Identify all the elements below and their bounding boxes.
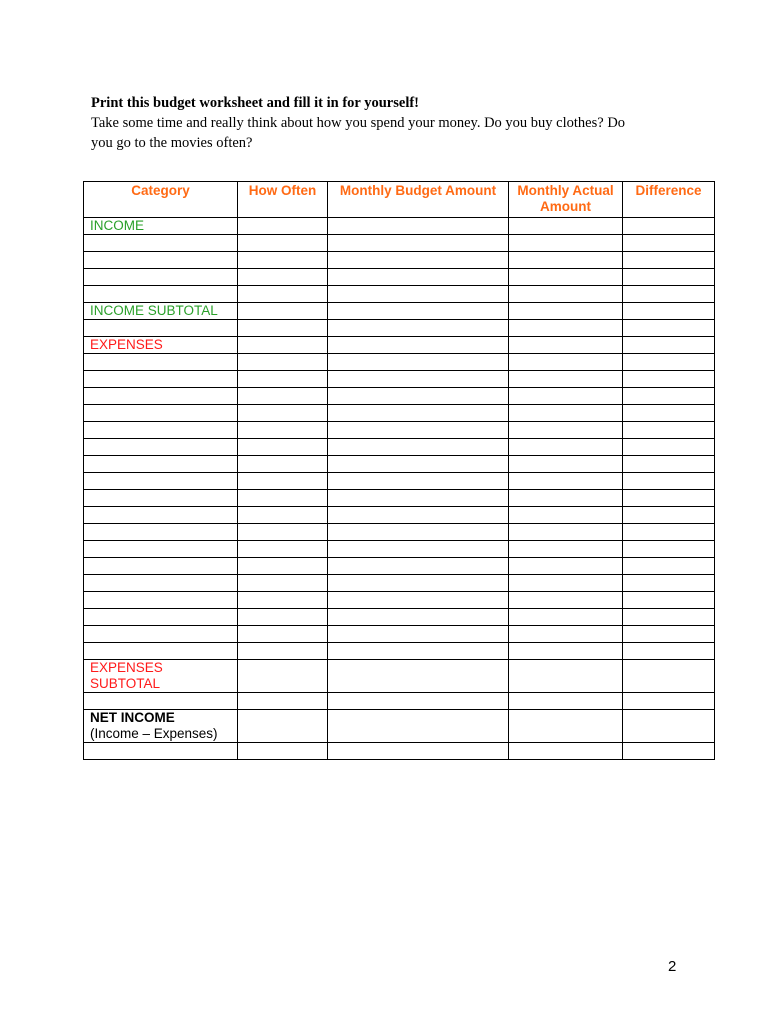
income-subtotal-row: [84, 303, 715, 320]
table-row: [84, 252, 715, 269]
cell[interactable]: [623, 235, 715, 252]
cell[interactable]: [509, 575, 623, 592]
cell[interactable]: [238, 388, 328, 405]
cell[interactable]: [84, 252, 238, 269]
cell[interactable]: [328, 354, 509, 371]
income-subtotal-label: INCOME SUBTOTAL: [84, 303, 238, 320]
cell[interactable]: [509, 354, 623, 371]
cell[interactable]: [328, 592, 509, 609]
cell[interactable]: [238, 439, 328, 456]
table-row: [84, 354, 715, 371]
cell[interactable]: [328, 303, 509, 320]
cell[interactable]: [84, 524, 238, 541]
cell[interactable]: [238, 269, 328, 286]
cell[interactable]: [623, 337, 715, 354]
cell[interactable]: [623, 371, 715, 388]
cell[interactable]: [238, 710, 328, 743]
cell[interactable]: [328, 743, 509, 760]
budget-table: [83, 181, 715, 760]
cell[interactable]: [623, 405, 715, 422]
net-income-row: [84, 710, 715, 743]
expenses-label: EXPENSES: [84, 337, 238, 354]
cell[interactable]: [328, 422, 509, 439]
cell[interactable]: [623, 575, 715, 592]
cell[interactable]: [509, 371, 623, 388]
table-row: [84, 490, 715, 507]
table-row: [84, 626, 715, 643]
expenses-subtotal-label: [84, 660, 238, 693]
cell[interactable]: [238, 371, 328, 388]
header-monthly-actual: Monthly Actual Amount: [509, 182, 623, 218]
table-row: [84, 456, 715, 473]
cell[interactable]: [328, 371, 509, 388]
cell[interactable]: [238, 660, 328, 693]
cell[interactable]: [238, 558, 328, 575]
cell[interactable]: [623, 303, 715, 320]
cell[interactable]: [328, 337, 509, 354]
table-row: [84, 558, 715, 575]
cell[interactable]: [84, 422, 238, 439]
cell[interactable]: [623, 388, 715, 405]
cell[interactable]: [623, 286, 715, 303]
table-row: [84, 269, 715, 286]
cell[interactable]: [509, 660, 623, 693]
cell[interactable]: [238, 252, 328, 269]
cell[interactable]: [84, 388, 238, 405]
table-row: [84, 235, 715, 252]
table-row: [84, 592, 715, 609]
cell[interactable]: [509, 456, 623, 473]
cell[interactable]: [84, 626, 238, 643]
cell[interactable]: [238, 575, 328, 592]
header-monthly-budget: Monthly Budget Amount: [328, 182, 509, 218]
table-row: [84, 388, 715, 405]
cell[interactable]: [623, 269, 715, 286]
cell[interactable]: [623, 507, 715, 524]
cell[interactable]: [328, 660, 509, 693]
cell[interactable]: [238, 524, 328, 541]
table-row: [84, 541, 715, 558]
cell[interactable]: [509, 337, 623, 354]
table-row: [84, 575, 715, 592]
cell[interactable]: [84, 490, 238, 507]
table-row: [84, 609, 715, 626]
cell[interactable]: [84, 320, 238, 337]
cell[interactable]: [84, 575, 238, 592]
cell[interactable]: [509, 422, 623, 439]
cell[interactable]: [238, 643, 328, 660]
cell[interactable]: [84, 743, 238, 760]
cell[interactable]: [623, 320, 715, 337]
cell[interactable]: [328, 693, 509, 710]
cell[interactable]: [509, 643, 623, 660]
cell[interactable]: [623, 693, 715, 710]
cell[interactable]: [623, 218, 715, 235]
cell[interactable]: [623, 609, 715, 626]
cell[interactable]: [328, 558, 509, 575]
cell[interactable]: [623, 710, 715, 743]
intro-line-1: Take some time and really think about how you spend your money. Do you buy clothes? Do: [91, 115, 626, 131]
cell[interactable]: [238, 507, 328, 524]
cell[interactable]: [328, 643, 509, 660]
cell[interactable]: [84, 354, 238, 371]
table-row: [84, 524, 715, 541]
cell[interactable]: [84, 592, 238, 609]
cell[interactable]: [84, 235, 238, 252]
table-row: [84, 743, 715, 760]
cell[interactable]: [509, 218, 623, 235]
expenses-label-row: [84, 337, 715, 354]
cell[interactable]: [328, 388, 509, 405]
cell[interactable]: [509, 507, 623, 524]
cell[interactable]: [623, 422, 715, 439]
cell[interactable]: [509, 626, 623, 643]
cell[interactable]: [509, 473, 623, 490]
cell[interactable]: [509, 439, 623, 456]
cell[interactable]: [509, 693, 623, 710]
cell[interactable]: [238, 743, 328, 760]
cell[interactable]: [509, 286, 623, 303]
cell[interactable]: [328, 456, 509, 473]
cell[interactable]: [623, 490, 715, 507]
cell[interactable]: [84, 405, 238, 422]
table-row: [84, 643, 715, 660]
cell[interactable]: [328, 609, 509, 626]
table-row: [84, 473, 715, 490]
cell[interactable]: [84, 643, 238, 660]
cell[interactable]: [623, 592, 715, 609]
cell[interactable]: [623, 541, 715, 558]
intro-text: [91, 93, 691, 153]
table-row: [84, 371, 715, 388]
cell[interactable]: [328, 320, 509, 337]
header-row: [84, 182, 715, 218]
cell[interactable]: [328, 405, 509, 422]
cell[interactable]: [328, 269, 509, 286]
cell[interactable]: [509, 609, 623, 626]
cell[interactable]: [84, 558, 238, 575]
header-how-often: How Often: [238, 182, 328, 218]
cell[interactable]: [328, 252, 509, 269]
cell[interactable]: [509, 743, 623, 760]
cell[interactable]: [238, 473, 328, 490]
cell[interactable]: [238, 354, 328, 371]
cell[interactable]: [238, 490, 328, 507]
cell[interactable]: [328, 218, 509, 235]
cell[interactable]: [84, 541, 238, 558]
cell[interactable]: [238, 320, 328, 337]
cell[interactable]: [328, 541, 509, 558]
cell[interactable]: [509, 269, 623, 286]
cell[interactable]: [509, 388, 623, 405]
net-income-label: [84, 710, 238, 743]
worksheet-title: Print this budget worksheet and fill it in for yourself!: [91, 95, 419, 111]
header-category: Category: [84, 182, 238, 218]
cell[interactable]: [238, 218, 328, 235]
cell[interactable]: [84, 609, 238, 626]
cell[interactable]: [238, 422, 328, 439]
cell[interactable]: [623, 626, 715, 643]
cell[interactable]: [509, 252, 623, 269]
cell[interactable]: [623, 558, 715, 575]
cell[interactable]: [328, 490, 509, 507]
cell[interactable]: [328, 524, 509, 541]
cell[interactable]: [238, 286, 328, 303]
cell[interactable]: [84, 371, 238, 388]
cell[interactable]: [509, 320, 623, 337]
cell[interactable]: [623, 439, 715, 456]
cell[interactable]: [84, 693, 238, 710]
page-number: 2: [668, 958, 677, 975]
cell[interactable]: [328, 626, 509, 643]
expenses-subtotal-line-2: SUBTOTAL: [90, 676, 161, 691]
table-row: [84, 439, 715, 456]
cell[interactable]: [238, 541, 328, 558]
cell[interactable]: [509, 541, 623, 558]
net-income-note: (Income – Expenses): [90, 726, 218, 741]
income-label-row: [84, 218, 715, 235]
cell[interactable]: [509, 405, 623, 422]
cell[interactable]: [509, 235, 623, 252]
cell[interactable]: [623, 354, 715, 371]
cell[interactable]: [509, 303, 623, 320]
table-row: [84, 422, 715, 439]
table-row: [84, 286, 715, 303]
cell[interactable]: [623, 456, 715, 473]
cell[interactable]: [84, 507, 238, 524]
cell[interactable]: [328, 507, 509, 524]
cell[interactable]: [623, 473, 715, 490]
intro-line-2: you go to the movies often?: [91, 135, 253, 151]
table-row: [84, 507, 715, 524]
cell[interactable]: [328, 235, 509, 252]
cell[interactable]: [238, 592, 328, 609]
cell[interactable]: [238, 693, 328, 710]
cell[interactable]: [238, 235, 328, 252]
cell[interactable]: [328, 473, 509, 490]
cell[interactable]: [84, 456, 238, 473]
table-row: [84, 405, 715, 422]
cell[interactable]: [328, 439, 509, 456]
cell[interactable]: [623, 743, 715, 760]
cell[interactable]: [84, 286, 238, 303]
cell[interactable]: [84, 439, 238, 456]
cell[interactable]: [84, 269, 238, 286]
cell[interactable]: [509, 524, 623, 541]
cell[interactable]: [509, 490, 623, 507]
cell[interactable]: [509, 558, 623, 575]
net-income-title: NET INCOME: [90, 710, 175, 725]
cell[interactable]: [509, 710, 623, 743]
expenses-subtotal-line-1: EXPENSES: [90, 660, 163, 675]
cell[interactable]: [84, 473, 238, 490]
cell[interactable]: [328, 286, 509, 303]
table-row: [84, 693, 715, 710]
cell[interactable]: [238, 405, 328, 422]
income-label: INCOME: [84, 218, 238, 235]
cell[interactable]: [238, 303, 328, 320]
table-row: [84, 320, 715, 337]
cell[interactable]: [238, 456, 328, 473]
cell[interactable]: [238, 337, 328, 354]
cell[interactable]: [328, 575, 509, 592]
cell[interactable]: [238, 626, 328, 643]
cell[interactable]: [623, 643, 715, 660]
cell[interactable]: [328, 710, 509, 743]
cell[interactable]: [509, 592, 623, 609]
header-difference: Difference: [623, 182, 715, 218]
cell[interactable]: [623, 524, 715, 541]
cell[interactable]: [238, 609, 328, 626]
cell[interactable]: [623, 660, 715, 693]
expenses-subtotal-row: [84, 660, 715, 693]
cell[interactable]: [623, 252, 715, 269]
